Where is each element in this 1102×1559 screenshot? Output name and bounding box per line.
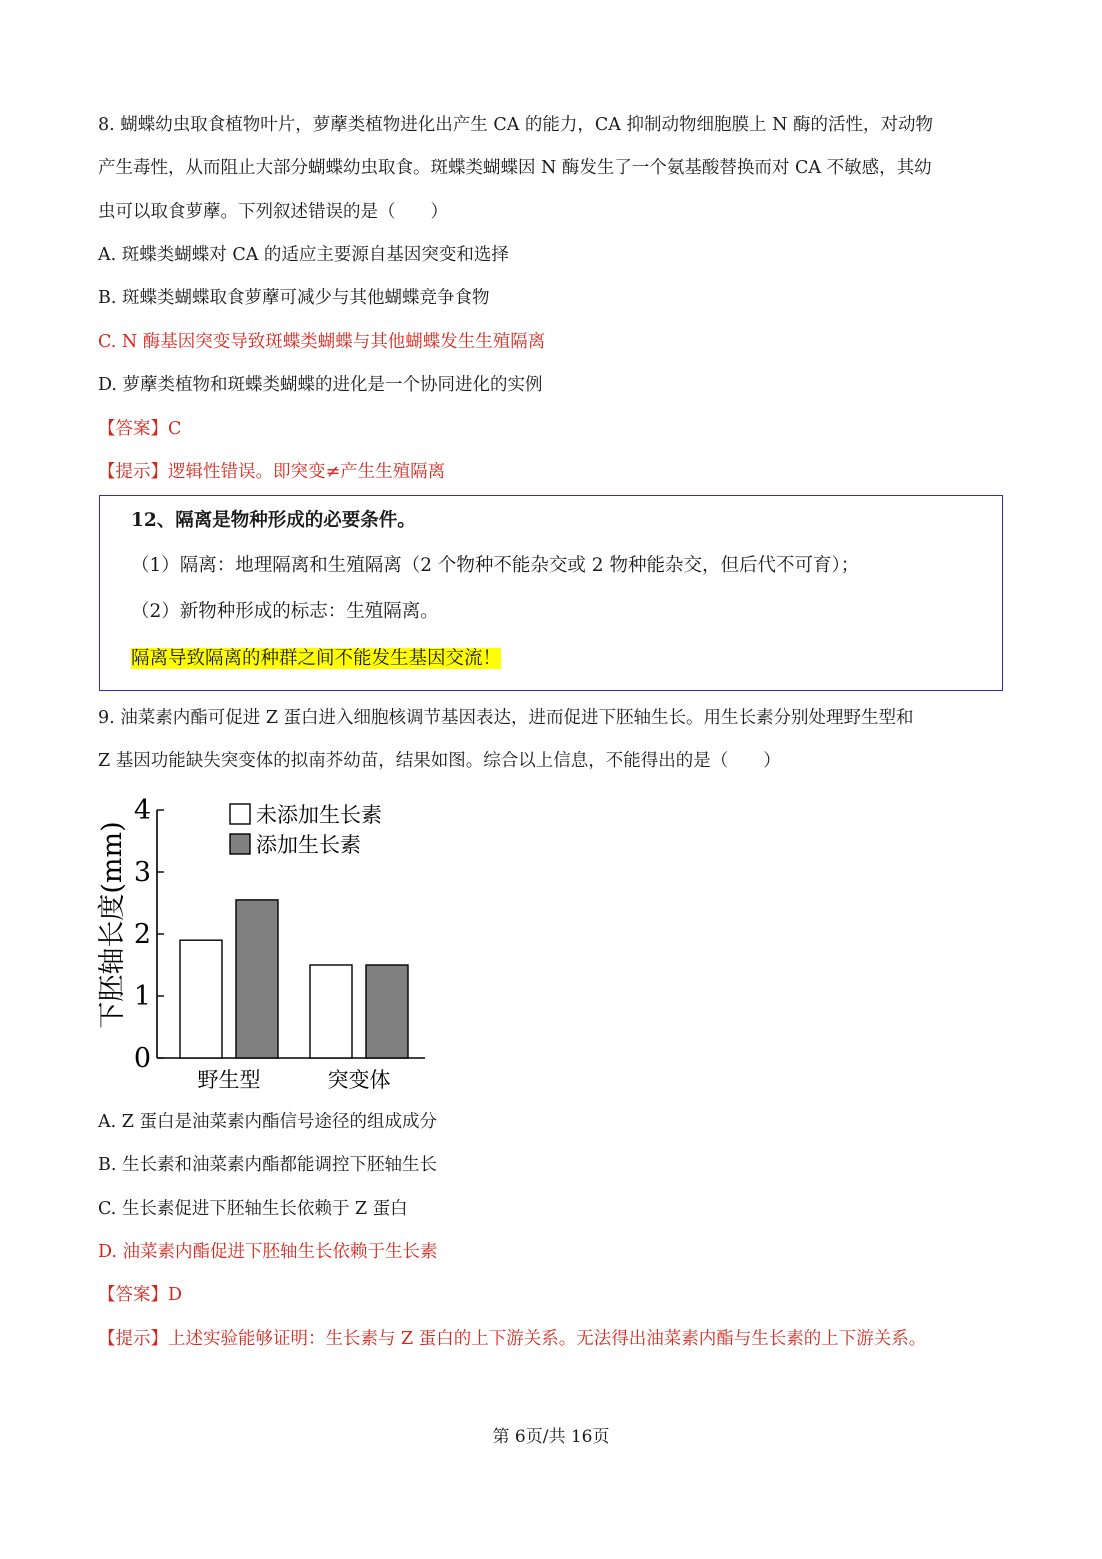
q8-answer-value: C xyxy=(168,419,182,439)
q8-hint-label: 【提示】 xyxy=(98,462,168,482)
q8-stem-line-2: 产生毒性，从而阻止大部分蝴蝶幼虫取食。斑蝶类蝴蝶因 N 酶发生了一个氨基酸替换而对 CA 不敏感，其幼 xyxy=(98,158,932,178)
q8-option-d: D. 萝藦类植物和斑蝶类蝴蝶的进化是一个协同进化的实例 xyxy=(98,375,543,395)
q9-hint-text: 上述实验能够证明：生长素与 Z 蛋白的上下游关系。无法得出油菜素内酯与生长素的上下游关系。 xyxy=(168,1329,927,1349)
page-footer: 第 6页/共 16页 xyxy=(492,1427,610,1447)
y-tick-label: 4 xyxy=(133,795,151,826)
q8-option-c: C. N 酶基因突变导致斑蝶类蝴蝶与其他蝴蝶发生生殖隔离 xyxy=(98,332,546,352)
knowledge-box xyxy=(99,495,1003,691)
chart-ylabel: 下胚轴长度(mm) xyxy=(97,821,128,1029)
box-item-2: （2）新物种形成的标志：生殖隔离。 xyxy=(131,601,439,622)
bar-0-1 xyxy=(236,900,278,1058)
q8-answer xyxy=(98,418,181,440)
q9-option-d: D. 油菜素内酯促进下胚轴生长依赖于生长素 xyxy=(98,1242,438,1262)
q9-hint xyxy=(98,1328,926,1350)
q9-answer xyxy=(98,1284,182,1306)
box-item-1: （1）隔离：地理隔离和生殖隔离（2 个物种不能杂交或 2 物种能杂交，但后代不可育）； xyxy=(131,555,860,576)
x-tick-label: 突变体 xyxy=(327,1068,391,1092)
q9-stem-line-2: Z 基因功能缺失突变体的拟南芥幼苗，结果如图。综合以上信息，不能得出的是（ ） xyxy=(98,751,781,771)
q8-hint xyxy=(98,461,445,483)
bar-1-1 xyxy=(366,965,408,1058)
q8-hint-text: 逻辑性错误。即突变≠产生生殖隔离 xyxy=(168,462,446,482)
legend-swatch xyxy=(230,834,250,854)
q8-stem-line-1: 8. 蝴蝶幼虫取食植物叶片，萝藦类植物进化出产生 CA 的能力，CA 抑制动物细胞膜上 N 酶的活性，对动物 xyxy=(98,115,933,135)
chart-legend xyxy=(230,803,382,857)
q9-option-a: A. Z 蛋白是油菜素内酯信号途径的组成成分 xyxy=(98,1112,437,1132)
chart-bars xyxy=(180,900,408,1092)
legend-label: 添加生长素 xyxy=(256,833,361,857)
box-title: 12、隔离是物种形成的必要条件。 xyxy=(131,510,416,531)
q9-answer-label: 【答案】 xyxy=(98,1285,168,1305)
y-tick-label: 0 xyxy=(133,1043,151,1074)
bar-0-0 xyxy=(180,940,222,1058)
q9-option-c: C. 生长素促进下胚轴生长依赖于 Z 蛋白 xyxy=(98,1199,408,1219)
box-highlight: 隔离导致隔离的种群之间不能发生基因交流！ xyxy=(131,648,502,669)
q8-answer-label: 【答案】 xyxy=(98,419,168,439)
q8-option-b: B. 斑蝶类蝴蝶取食萝藦可减少与其他蝴蝶竞争食物 xyxy=(98,288,490,308)
y-tick-label: 1 xyxy=(133,981,151,1012)
q9-option-b: B. 生长素和油菜素内酯都能调控下胚轴生长 xyxy=(98,1155,437,1175)
chart-ticks xyxy=(134,795,164,1074)
x-tick-label: 野生型 xyxy=(197,1068,261,1092)
q8-option-a: A. 斑蝶类蝴蝶对 CA 的适应主要源自基因突变和选择 xyxy=(98,245,509,265)
q9-hint-label: 【提示】 xyxy=(98,1329,168,1349)
q9-stem-line-1: 9. 油菜素内酯可促进 Z 蛋白进入细胞核调节基因表达，进而促进下胚轴生长。用生长素分别处理野生型和 xyxy=(98,708,914,728)
q8-stem-line-3: 虫可以取食萝藦。下列叙述错误的是（ ） xyxy=(98,202,448,222)
legend-label: 未添加生长素 xyxy=(256,803,382,827)
y-tick-label: 2 xyxy=(133,919,151,950)
hypocotyl-bar-chart xyxy=(95,790,440,1100)
q9-answer-value: D xyxy=(168,1285,183,1305)
bar-1-0 xyxy=(310,965,352,1058)
legend-swatch xyxy=(230,804,250,824)
y-tick-label: 3 xyxy=(133,857,151,888)
